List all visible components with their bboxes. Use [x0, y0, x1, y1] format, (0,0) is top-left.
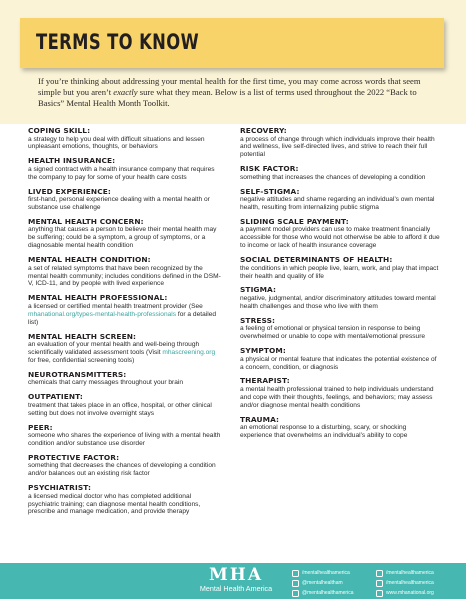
- term-definition: negative attitudes and shame regarding an individual’s own mental health, resulting from internalizing public stigma: [240, 196, 435, 212]
- term-name: MENTAL HEALTH SCREEN:: [28, 331, 137, 341]
- term-name: MENTAL HEALTH PROFESSIONAL:: [28, 293, 168, 303]
- definition-text: an evaluation of your mental health and well-being through scientifically validated assessment tools (Visit: [28, 341, 200, 356]
- term-outpatient: [28, 392, 224, 417]
- social-handle: /mentalhealthamerica: [386, 570, 434, 576]
- term-definition: a process of change through which individuals improve their health and wellness, live self-directed lives, and strive to reach their full potential: [240, 135, 435, 159]
- title-banner: [20, 18, 444, 68]
- term-name: SLIDING SCALE PAYMENT:: [240, 216, 349, 226]
- social-handle: @mentalhealtham: [302, 580, 343, 586]
- term-definition: a physical or mental feature that indicates the potential existence of a concern, condition, or diagnosis: [240, 355, 437, 371]
- term-name: HEALTH INSURANCE:: [28, 156, 116, 166]
- term-name: OUTPATIENT:: [28, 392, 83, 402]
- social-instagram-2[interactable]: [376, 568, 466, 578]
- term-sliding-scale-payment: [240, 217, 440, 250]
- term-recovery: [240, 126, 440, 159]
- term-social-determinants: [240, 255, 440, 280]
- term-definition: a feeling of emotional or physical tension in response to being overwhelmed or unable to cope with mental/emotional pressure: [240, 325, 426, 341]
- term-name: MENTAL HEALTH CONDITION:: [28, 255, 151, 265]
- definition-text: a licensed or certified mental health treatment provider (See: [28, 302, 203, 310]
- term-definition: chemicals that carry messages throughout your brain: [28, 379, 184, 387]
- term-therapist: [240, 376, 440, 409]
- term-name: PROTECTIVE FACTOR:: [28, 452, 120, 462]
- social-handle: /mentalhealthamerica: [302, 570, 350, 576]
- term-name: RECOVERY:: [240, 126, 287, 135]
- twitter-icon: [292, 580, 299, 587]
- term-definition: a signed contract with a health insurance company that requires the company to pay for some of your health care costs: [28, 165, 215, 181]
- term-mental-health-professional: [28, 293, 224, 326]
- term-definition: the conditions in which people live, learn, work, and play that impact their health and quality of life: [240, 264, 439, 280]
- intro-text-a: If you’re thinking about addressing your mental health for the first time, you may come across words that seem simple but you aren’t: [38, 76, 421, 97]
- term-definition: first-hand, personal experience dealing with a mental health or substance use challenge: [28, 196, 210, 212]
- footer-band: [0, 563, 466, 599]
- term-name: COPING SKILL:: [28, 126, 91, 135]
- term-name: SOCIAL DETERMINANTS OF HEALTH:: [240, 255, 393, 265]
- term-name: SYMPTOM:: [240, 346, 286, 356]
- term-definition: something that increases the chances of developing a condition: [240, 173, 426, 181]
- term-definition: a payment model providers can use to make treatment financially accessible for those who would not otherwise be able to afford it due to income or lack of health insurance coverage: [240, 226, 440, 250]
- page-title: TERMS TO KNOW: [36, 30, 200, 54]
- term-lived-experience: [28, 187, 224, 212]
- professionals-link[interactable]: mhanational.org/types-mental-health-professionals: [28, 310, 177, 318]
- definition-text: for free, confidential screening tools): [28, 356, 135, 364]
- term-name: MENTAL HEALTH CONCERN:: [28, 216, 144, 226]
- term-definition: a set of related symptoms that have been recognized by the mental health community; includes conditions defined in the DSM-V, ICD-11, and by people with lived experience: [28, 264, 221, 288]
- intro-text-b: sure what they mean. Below is a list of terms used throughout the 2022 “Back to Basics” Mental Health Month Toolkit.: [38, 87, 417, 108]
- term-name: STIGMA:: [240, 285, 277, 295]
- term-trauma: [240, 415, 440, 440]
- term-definition: a strategy to help you deal with difficult situations and lessen unpleasant emotions, thoughts, or behaviors: [28, 135, 205, 151]
- term-definition: something that decreases the chances of developing a condition and/or balances out an existing risk factor: [28, 462, 216, 478]
- term-definition: treatment that takes place in an office, hospital, or other clinical setting but does not involve overnight stays: [28, 401, 212, 417]
- term-name: PSYCHIATRIST:: [28, 483, 92, 493]
- social-handle: /mentalhealthamerica: [386, 580, 434, 586]
- term-definition: an emotional response to a disturbing, scary, or shocking experience that overwhelms an individual’s ability to cope: [240, 424, 408, 440]
- term-coping-skill: [28, 126, 224, 151]
- term-definition: anything that causes a person to believe their mental health may be suffering; could be a symptom, a group of symptoms, or a diagnosable mental health condition: [28, 226, 217, 250]
- facebook-icon: [292, 570, 299, 577]
- social-handle: @mentalhealthamerica: [302, 590, 354, 596]
- term-psychiatrist: [28, 483, 224, 516]
- youtube-icon: [376, 580, 383, 587]
- term-name: THERAPIST:: [240, 376, 290, 386]
- logo-subtitle: Mental Health America: [199, 584, 273, 593]
- intro-emphasis: exactly: [113, 87, 138, 97]
- social-instagram[interactable]: [292, 588, 382, 598]
- term-name: STRESS:: [240, 315, 276, 325]
- term-mental-health-concern: [28, 217, 224, 250]
- social-handle: www.mhanational.org: [386, 590, 434, 596]
- term-definition: [28, 303, 224, 327]
- term-name: LIVED EXPERIENCE:: [28, 186, 111, 196]
- term-definition: a licensed medical doctor who has completed additional psychiatric training; can diagnose mental health conditions, prescribe and manage medication, and provide therapy: [28, 492, 201, 516]
- instagram-icon: [292, 590, 299, 597]
- social-twitter[interactable]: [292, 578, 382, 588]
- mha-logo[interactable]: [196, 566, 276, 596]
- term-protective-factor: [28, 453, 224, 478]
- term-health-insurance: [28, 156, 224, 181]
- term-risk-factor: [240, 164, 440, 181]
- term-neurotransmitters: [28, 370, 224, 387]
- term-mental-health-condition: [28, 255, 224, 288]
- term-symptom: [240, 346, 440, 371]
- term-definition: a mental health professional trained to help individuals understand and cope with their thoughts, feelings, and behaviors; may assess and/or diagnose mental health conditions: [240, 385, 434, 409]
- term-stigma: [240, 285, 440, 310]
- term-mental-health-screen: [28, 332, 224, 365]
- term-definition: [28, 341, 224, 365]
- social-youtube[interactable]: [376, 578, 466, 588]
- term-name: SELF-STIGMA:: [240, 186, 300, 196]
- intro-paragraph: [38, 76, 443, 109]
- term-name: RISK FACTOR:: [240, 164, 299, 174]
- term-name: TRAUMA:: [240, 414, 280, 424]
- social-facebook[interactable]: [292, 568, 382, 578]
- term-definition: someone who shares the experience of living with a mental health condition and/or substance use disorder: [28, 432, 221, 447]
- screening-link[interactable]: mhascreening.org: [162, 349, 216, 356]
- instagram-icon: [376, 570, 383, 577]
- definition-text: for a detailed list): [28, 310, 217, 326]
- term-self-stigma: [240, 187, 440, 212]
- term-definition: negative, judgmental, and/or discriminatory attitudes toward mental health challenges and those who live with them: [240, 294, 436, 310]
- term-stress: [240, 316, 440, 341]
- social-website[interactable]: [376, 588, 466, 598]
- term-name: PEER:: [28, 422, 53, 432]
- right-column: [240, 126, 440, 445]
- term-name: NEUROTRANSMITTERS:: [28, 369, 127, 379]
- globe-icon: [376, 590, 383, 597]
- term-peer: [28, 423, 224, 448]
- logo-mark: MHA: [208, 565, 264, 585]
- left-column: [28, 126, 224, 521]
